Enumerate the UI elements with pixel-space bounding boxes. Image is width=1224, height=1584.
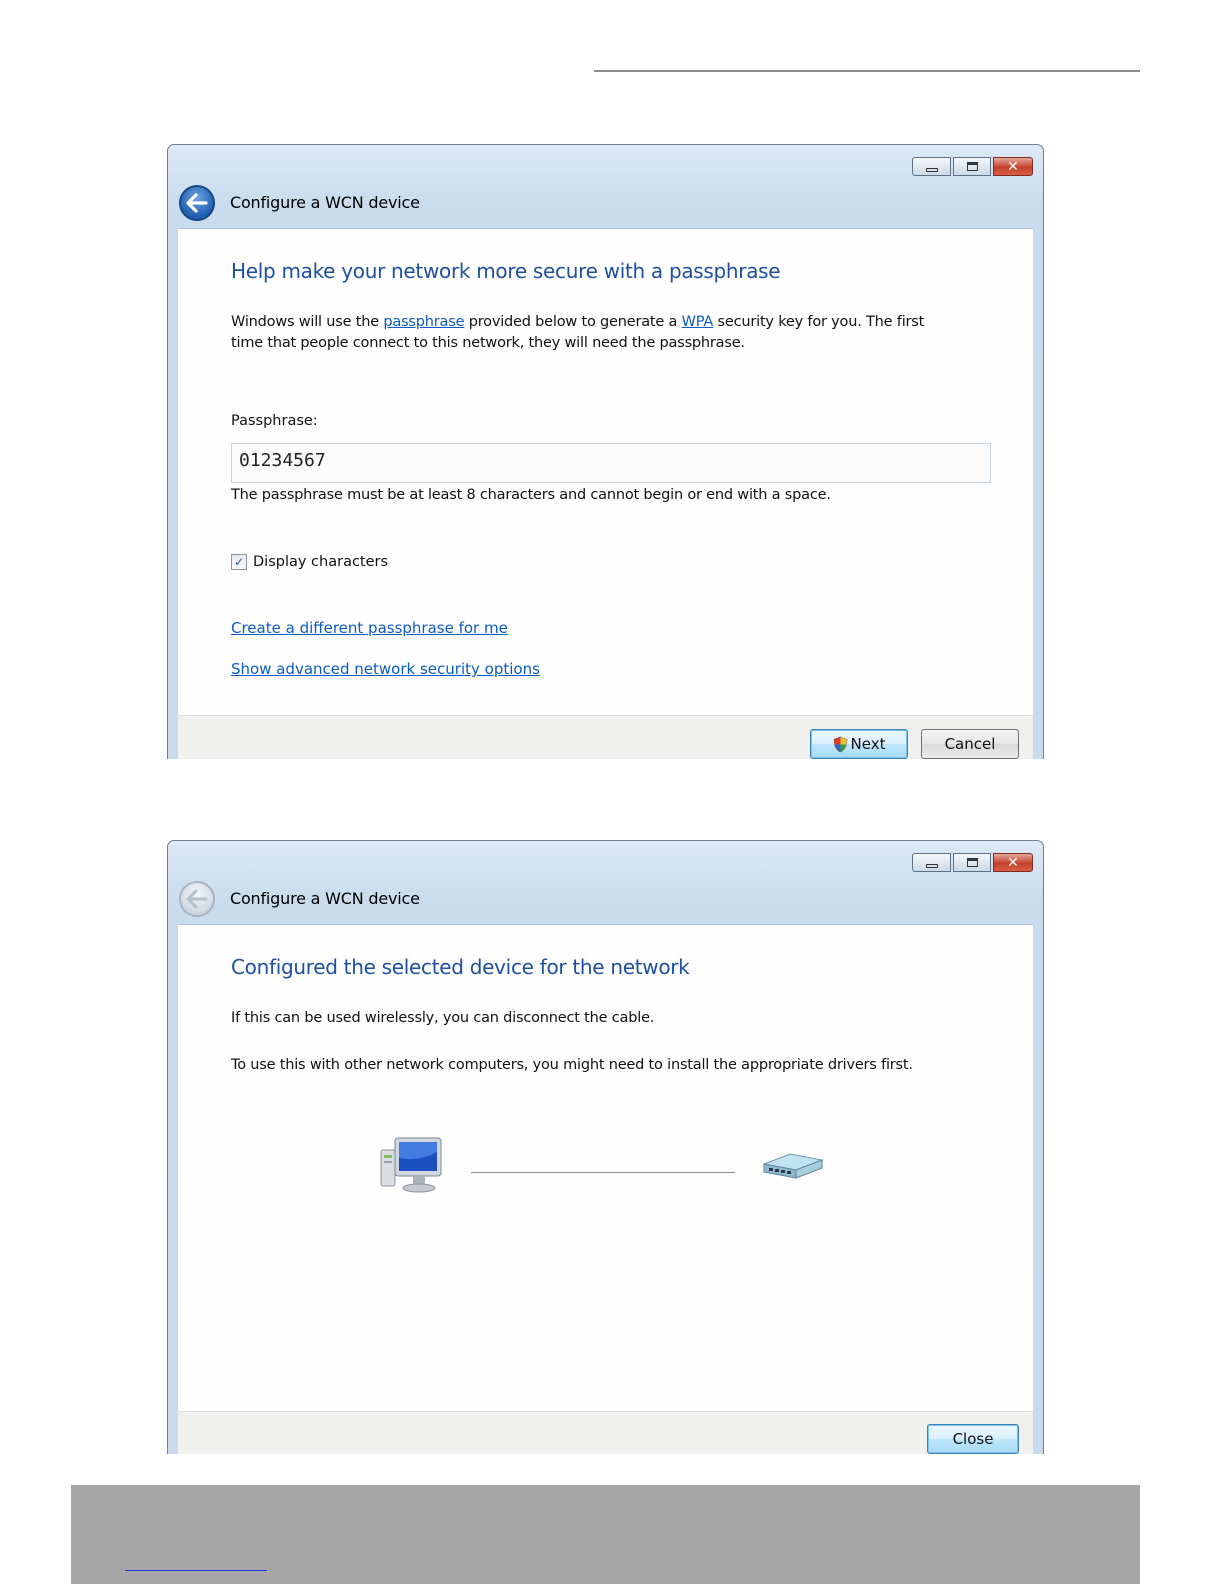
minimize-icon [926, 168, 938, 172]
page-footer-band [71, 1485, 1140, 1584]
display-characters-label: Display characters [253, 554, 389, 570]
intro-text-line2: time that people connect to this network, they will need the passphrase. [231, 335, 745, 351]
page-heading: Help make your network more secure with a passphrase [231, 259, 781, 283]
maximize-button[interactable] [953, 157, 991, 176]
intro-text-part: Windows will use the [231, 314, 384, 330]
close-icon: ✕ [1007, 158, 1019, 175]
intro-text-part: provided below to generate a [464, 314, 682, 330]
header-rule [594, 70, 1140, 72]
window-title: Configure a WCN device [230, 889, 420, 908]
caption-buttons [910, 853, 1033, 872]
passphrase-input[interactable]: 01234567 [231, 443, 991, 483]
computer-icon [379, 1136, 445, 1196]
create-passphrase-link[interactable]: Create a different passphrase for me [231, 619, 508, 637]
close-icon: ✕ [1007, 854, 1019, 871]
advanced-security-link[interactable]: Show advanced network security options [231, 660, 540, 678]
back-button-disabled [179, 881, 215, 917]
router-icon [760, 1148, 826, 1182]
connection-line [471, 1172, 735, 1173]
next-button-label: Next [850, 735, 886, 753]
dialog-footer [178, 715, 1033, 759]
wcn-passphrase-dialog [167, 144, 1044, 759]
minimize-button[interactable] [912, 853, 951, 872]
footer-link-underline[interactable] [125, 1570, 267, 1571]
minimize-button[interactable] [912, 157, 951, 176]
maximize-icon [967, 162, 978, 171]
wireless-disconnect-text: If this can be used wirelessly, you can disconnect the cable. [231, 1010, 655, 1026]
passphrase-link[interactable]: passphrase [383, 314, 465, 330]
intro-text [231, 312, 924, 354]
back-arrow-icon [186, 193, 208, 213]
maximize-button[interactable] [953, 853, 991, 872]
dialog-content [178, 228, 1033, 715]
cancel-button-label: Cancel [944, 735, 996, 753]
passphrase-label: Passphrase: [231, 413, 318, 429]
cancel-button[interactable] [921, 729, 1019, 759]
close-window-button[interactable] [993, 157, 1033, 176]
close-button-label: Close [952, 1430, 994, 1448]
window-title: Configure a WCN device [230, 193, 420, 212]
dialog-content [178, 924, 1033, 1411]
back-button[interactable] [179, 185, 215, 221]
uac-shield-icon [833, 736, 848, 753]
caption-buttons [910, 157, 1033, 176]
wcn-configured-dialog [167, 840, 1044, 1454]
close-window-button[interactable] [993, 853, 1033, 872]
display-characters-checkbox[interactable]: ✓ [231, 554, 247, 570]
wpa-link[interactable]: WPA [681, 314, 714, 330]
display-characters-row[interactable] [231, 554, 388, 570]
drivers-text: To use this with other network computers, you might need to install the appropriate drivers first. [231, 1057, 913, 1073]
next-button[interactable] [810, 729, 908, 759]
maximize-icon [967, 858, 978, 867]
dialog-footer [178, 1411, 1033, 1454]
back-arrow-icon [186, 889, 208, 909]
page-heading: Configured the selected device for the network [231, 955, 690, 979]
intro-text-part: security key for you. The first [713, 314, 925, 330]
passphrase-hint: The passphrase must be at least 8 characters and cannot begin or end with a space. [231, 487, 831, 503]
close-button[interactable] [927, 1424, 1019, 1454]
minimize-icon [926, 864, 938, 868]
device-diagram [178, 1133, 1033, 1203]
